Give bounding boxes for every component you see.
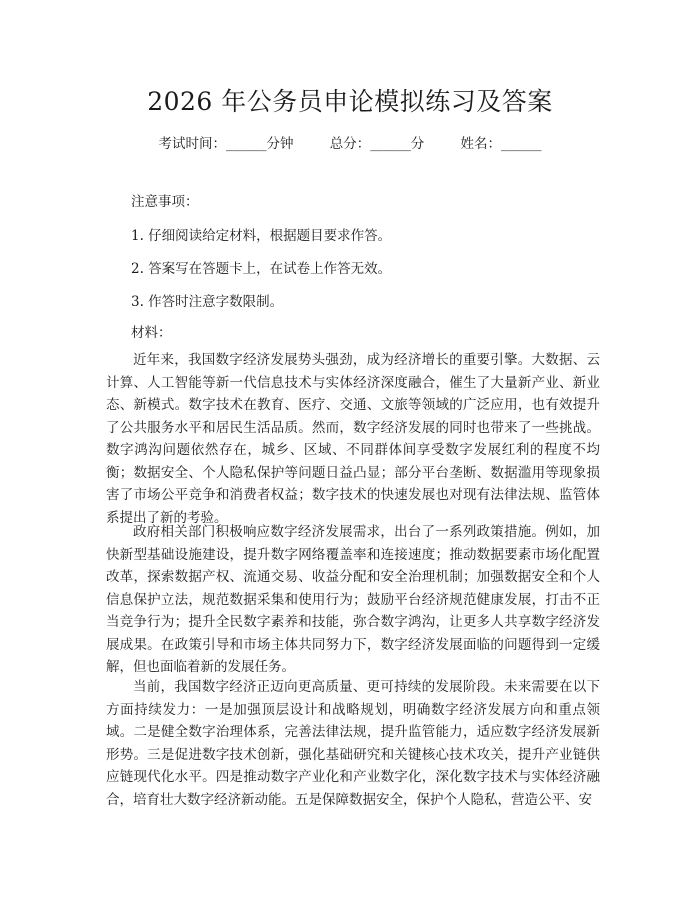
name-blank: ______ — [501, 136, 542, 152]
material-heading: 材料： — [131, 325, 172, 341]
note-item: 3. 作答时注意字数限制。 — [131, 294, 284, 310]
name-field — [461, 136, 542, 152]
material-paragraph: 当前，我国数字经济正迈向更高质量、更可持续的发展阶段。未来需要在以下方面持续发力：一是加强顶层设计和战略规划，明确数字经济发展方向和重点领域。二是健全数字治理体系，完善法律法规，提升监管能力，适应数字经济发展新形势。三是促进数字技术创新，强化基础研究和关键核心技术攻关，提升产业链供应链现代化水平。四是推动数字产业化和产业数字化，深化数字技术与实体经济融合，培育壮大数字经济新动能。五是保障数据安全，保护个人隐私，营造公平、安 — [106, 679, 600, 808]
exam-time-label: 考试时间： — [158, 136, 226, 152]
total-score-unit: 分 — [410, 136, 425, 152]
material-paragraph: 近年来，我国数字经济发展势头强劲，成为经济增长的重要引擎。大数据、云计算、人工智能等新一代信息技术与实体经济深度融合，催生了大量新产业、新业态、新模式。数字技术在教育、医疗、交通、文旅等领域的广泛应用，也有效提升了公共服务水平和居民生活品质。然而，数字经济发展的同时也带来了一些挑战。数字鸿沟问题依然存在，城乡、区域、不同群体间享受数字发展红利的程度不均衡；数据安全、个人隐私保护等问题日益凸显；部分平台垄断、数据滥用等现象损害了市场公平竞争和消费者权益；数字技术的快速发展也对现有法律法规、监管体系提出了新的考验。 — [106, 352, 600, 526]
exam-time-field — [158, 136, 293, 152]
exam-time-unit: 分钟 — [266, 136, 294, 152]
total-score-label: 总分： — [329, 136, 371, 152]
exam-info-line — [0, 132, 700, 152]
name-label: 姓名： — [460, 136, 502, 152]
page-title: 2026 年公务员申论模拟练习及答案 — [147, 87, 553, 116]
note-item: 2. 答案写在答题卡上，在试卷上作答无效。 — [131, 261, 392, 277]
note-item: 1. 仔细阅读给定材料，根据题目要求作答。 — [131, 228, 392, 244]
notes-heading: 注意事项： — [131, 194, 199, 210]
total-score-blank: ______ — [370, 136, 411, 152]
total-score-field — [330, 136, 425, 152]
material-paragraph: 政府相关部门积极响应数字经济发展需求，出台了一系列政策措施。例如，加快新型基础设施建设，提升数字网络覆盖率和连接速度；推动数据要素市场化配置改革，探索数据产权、流通交易、收益分配和安全治理机制；加强数据安全和个人信息保护立法，规范数据采集和使用行为；鼓励平台经济规范健康发展，打击不正当竞争行为；提升全民数字素养和技能，弥合数字鸿沟，让更多人共享数字经济发展成果。在政策引导和市场主体共同努力下，数字经济发展面临的问题得到一定缓解，但也面临着新的发展任务。 — [106, 524, 600, 675]
exam-time-blank: ______ — [225, 136, 267, 152]
